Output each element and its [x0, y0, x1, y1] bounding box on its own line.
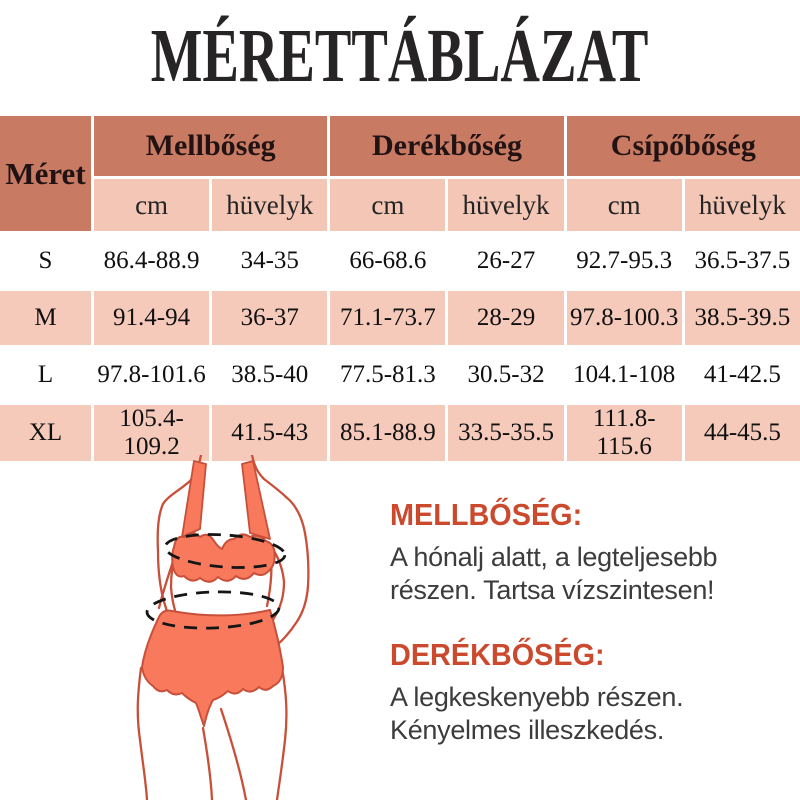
measurement-cell: 104.1-108: [567, 348, 682, 402]
size-label: S: [0, 234, 91, 288]
body-measurement-illustration: [100, 455, 380, 800]
unit-header-hip-cm: cm: [567, 179, 682, 231]
unit-header-waist-cm: cm: [330, 179, 445, 231]
measurement-cell: 66-68.6: [330, 234, 445, 288]
measurement-cell: 26-27: [448, 234, 563, 288]
measurement-cell: 85.1-88.9: [330, 405, 445, 461]
measurement-cell: 71.1-73.7: [330, 291, 445, 345]
measurement-cell: 86.4-88.9: [94, 234, 209, 288]
table-row-m: [0, 291, 800, 345]
title-bar: [0, 0, 800, 113]
body-figure-svg: [100, 455, 380, 800]
measuring-guide: [390, 497, 775, 777]
page-title: MÉRETTÁBLÁZAT: [151, 14, 649, 98]
bra-straps: [182, 461, 270, 539]
measurement-cell: 97.8-101.6: [94, 348, 209, 402]
table-row-xl: [0, 405, 800, 461]
measurement-cell: 38.5-39.5: [685, 291, 800, 345]
guide-body-bust: A hónalj alatt, a legteljesebb részen. Tartsa vízszintesen!: [390, 542, 718, 605]
guide-section-bust: [390, 497, 775, 607]
guide-body-waist: A legkeskenyebb részen. Kényelmes illeszkedés.: [390, 682, 684, 745]
size-table: [0, 113, 800, 464]
guide-section-waist: [390, 637, 775, 747]
measurement-cell: 34-35: [212, 234, 327, 288]
table-row-l: [0, 348, 800, 402]
table-row-s: [0, 234, 800, 288]
group-header-bust: Mellbőség: [94, 116, 327, 176]
size-label: L: [0, 348, 91, 402]
size-label: M: [0, 291, 91, 345]
unit-header-waist-inch: hüvelyk: [448, 179, 563, 231]
measurement-cell: 41.5-43: [212, 405, 327, 461]
measurement-cell: 97.8-100.3: [567, 291, 682, 345]
measurement-cell: 38.5-40: [212, 348, 327, 402]
table-corner-label: Méret: [0, 116, 91, 231]
measurement-cell: 36.5-37.5: [685, 234, 800, 288]
group-header-waist: Derékbőség: [330, 116, 563, 176]
unit-header-bust-cm: cm: [94, 179, 209, 231]
measurement-cell: 41-42.5: [685, 348, 800, 402]
measurement-cell: 77.5-81.3: [330, 348, 445, 402]
group-header-hip: Csípőbőség: [567, 116, 800, 176]
measurement-cell: 33.5-35.5: [448, 405, 563, 461]
measurement-cell: 36-37: [212, 291, 327, 345]
guide-heading-bust: MELLBŐSÉG:: [390, 497, 583, 532]
measurement-cell: 91.4-94: [94, 291, 209, 345]
unit-header-hip-inch: hüvelyk: [685, 179, 800, 231]
measurement-cell: 30.5-32: [448, 348, 563, 402]
measurement-cell: 105.4-109.2: [94, 405, 209, 461]
unit-header-bust-inch: hüvelyk: [212, 179, 327, 231]
guide-heading-waist: DERÉKBŐSÉG:: [390, 637, 605, 672]
measurement-cell: 92.7-95.3: [567, 234, 682, 288]
measurement-cell: 44-45.5: [685, 405, 800, 461]
measurement-cell: 111.8-115.6: [567, 405, 682, 461]
measurement-cell: 28-29: [448, 291, 563, 345]
size-label: XL: [0, 405, 91, 461]
